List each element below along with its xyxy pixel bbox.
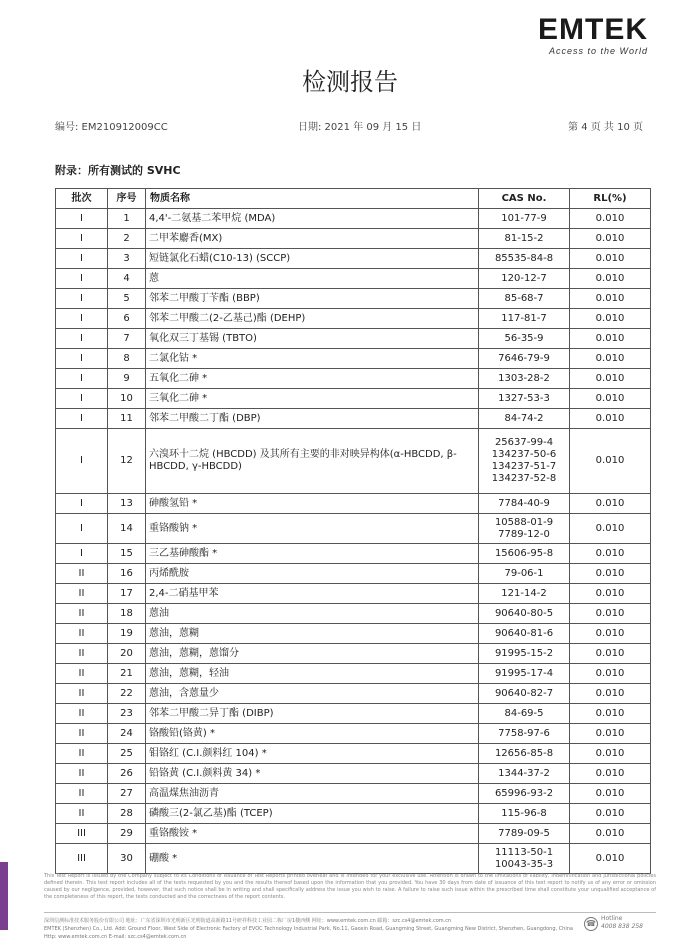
table-row bbox=[56, 664, 651, 684]
cell-rl: 0.010 bbox=[570, 664, 651, 684]
table-row bbox=[56, 724, 651, 744]
cell-cas: 7646-79-9 bbox=[479, 349, 570, 369]
cell-no: 2 bbox=[108, 229, 146, 249]
report-title: 检测报告 bbox=[302, 68, 398, 96]
cell-no: 5 bbox=[108, 289, 146, 309]
cell-rl: 0.010 bbox=[570, 329, 651, 349]
header-substance-name: 物质名称 bbox=[146, 189, 479, 209]
cell-substance-name: 铬酸铅(铬黄) * bbox=[146, 724, 479, 744]
table-row bbox=[56, 624, 651, 644]
cas-number: 134237-50-6 bbox=[491, 449, 557, 460]
cell-batch: I bbox=[56, 349, 108, 369]
cell-batch: II bbox=[56, 664, 108, 684]
cell-batch: II bbox=[56, 704, 108, 724]
cell-substance-name: 邻苯二甲酸二异丁酯 (DIBP) bbox=[146, 704, 479, 724]
cell-batch: I bbox=[56, 309, 108, 329]
cell-substance-name: 硼酸 * bbox=[146, 844, 479, 874]
cas-number: 10043-35-3 bbox=[494, 858, 554, 870]
cell-substance-name: 三氧化二砷 * bbox=[146, 389, 479, 409]
hotline bbox=[584, 915, 664, 935]
cell-batch: II bbox=[56, 624, 108, 644]
cell-substance-name: 砷酸氢铅 * bbox=[146, 494, 479, 514]
cell-cas: 90640-80-5 bbox=[479, 604, 570, 624]
cell-batch: I bbox=[56, 389, 108, 409]
cell-substance-name: 钼铬红 (C.I.颜料红 104) * bbox=[146, 744, 479, 764]
cell-cas: 1327-53-3 bbox=[479, 389, 570, 409]
cell-cas: 1344-37-2 bbox=[479, 764, 570, 784]
table-row bbox=[56, 269, 651, 289]
cell-substance-name: 邻苯二甲酸二丁酯 (DBP) bbox=[146, 409, 479, 429]
cell-rl: 0.010 bbox=[570, 369, 651, 389]
table-row bbox=[56, 429, 651, 494]
cell-cas: 7758-97-6 bbox=[479, 724, 570, 744]
table-row bbox=[56, 584, 651, 604]
cell-rl: 0.010 bbox=[570, 724, 651, 744]
cas-number: 25637-99-4 bbox=[494, 437, 554, 448]
cell-no: 12 bbox=[108, 429, 146, 494]
cell-cas: 1303-28-2 bbox=[479, 369, 570, 389]
cell-cas: 120-12-7 bbox=[479, 269, 570, 289]
header-rl: RL(%) bbox=[570, 189, 651, 209]
cell-substance-name: 蒽油，含蒽量少 bbox=[146, 684, 479, 704]
cell-no: 14 bbox=[108, 514, 146, 544]
cell-batch: III bbox=[56, 844, 108, 874]
cell-cas bbox=[479, 844, 570, 874]
table-row bbox=[56, 494, 651, 514]
cell-no: 3 bbox=[108, 249, 146, 269]
cell-substance-name: 氧化双三丁基锡 (TBTO) bbox=[146, 329, 479, 349]
table-row bbox=[56, 604, 651, 624]
cell-no: 30 bbox=[108, 844, 146, 874]
cell-cas: 84-69-5 bbox=[479, 704, 570, 724]
table-row bbox=[56, 704, 651, 724]
hotline-number: 4008 838 258 bbox=[601, 923, 643, 930]
cell-substance-name: 磷酸三(2-氯乙基)酯 (TCEP) bbox=[146, 804, 479, 824]
cell-no: 19 bbox=[108, 624, 146, 644]
cell-rl: 0.010 bbox=[570, 824, 651, 844]
cell-no: 11 bbox=[108, 409, 146, 429]
cell-substance-name: 重铬酸铵 * bbox=[146, 824, 479, 844]
cell-rl: 0.010 bbox=[570, 409, 651, 429]
table-row bbox=[56, 349, 651, 369]
cell-rl: 0.010 bbox=[570, 764, 651, 784]
cell-cas: 117-81-7 bbox=[479, 309, 570, 329]
cell-rl: 0.010 bbox=[570, 844, 651, 874]
cell-batch: I bbox=[56, 544, 108, 564]
cell-substance-name: 重铬酸钠 * bbox=[146, 514, 479, 544]
cell-no: 10 bbox=[108, 389, 146, 409]
cell-substance-name: 高温煤焦油沥青 bbox=[146, 784, 479, 804]
cell-rl: 0.010 bbox=[570, 229, 651, 249]
cell-cas bbox=[479, 514, 570, 544]
logo-text: EMTEK bbox=[538, 13, 648, 46]
table-row bbox=[56, 309, 651, 329]
cell-no: 13 bbox=[108, 494, 146, 514]
table-row bbox=[56, 844, 651, 874]
cell-batch: I bbox=[56, 494, 108, 514]
table-row bbox=[56, 369, 651, 389]
cell-rl: 0.010 bbox=[570, 289, 651, 309]
cell-substance-name: 邻苯二甲酸丁苄酯 (BBP) bbox=[146, 289, 479, 309]
table-row bbox=[56, 784, 651, 804]
cell-rl: 0.010 bbox=[570, 544, 651, 564]
cell-no: 18 bbox=[108, 604, 146, 624]
cell-no: 8 bbox=[108, 349, 146, 369]
cell-substance-name: 短链氯化石蜡(C10-13) (SCCP) bbox=[146, 249, 479, 269]
cell-cas: 15606-95-8 bbox=[479, 544, 570, 564]
cell-no: 28 bbox=[108, 804, 146, 824]
table-row bbox=[56, 684, 651, 704]
cell-cas: 7784-40-9 bbox=[479, 494, 570, 514]
cell-no: 9 bbox=[108, 369, 146, 389]
cell-substance-name: 蒽油，蒽糊，蒽馏分 bbox=[146, 644, 479, 664]
cell-cas: 90640-81-6 bbox=[479, 624, 570, 644]
table-row bbox=[56, 389, 651, 409]
cell-no: 24 bbox=[108, 724, 146, 744]
table-row bbox=[56, 209, 651, 229]
table-row bbox=[56, 544, 651, 564]
cell-batch: II bbox=[56, 764, 108, 784]
cell-rl: 0.010 bbox=[570, 604, 651, 624]
cell-batch: I bbox=[56, 249, 108, 269]
cell-substance-name: 蒽油，蒽糊 bbox=[146, 624, 479, 644]
cell-cas: 121-14-2 bbox=[479, 584, 570, 604]
cell-rl: 0.010 bbox=[570, 744, 651, 764]
cell-cas: 56-35-9 bbox=[479, 329, 570, 349]
cell-substance-name: 铅铬黄 (C.I.颜料黄 34) * bbox=[146, 764, 479, 784]
cell-substance-name: 二氯化钴 * bbox=[146, 349, 479, 369]
cell-batch: I bbox=[56, 209, 108, 229]
cell-no: 27 bbox=[108, 784, 146, 804]
cell-substance-name: 丙烯酰胺 bbox=[146, 564, 479, 584]
cell-batch: III bbox=[56, 824, 108, 844]
cas-number: 10588-01-9 bbox=[494, 516, 554, 528]
cas-number: 134237-51-7 bbox=[491, 461, 557, 472]
table-row bbox=[56, 409, 651, 429]
cell-no: 15 bbox=[108, 544, 146, 564]
cell-no: 22 bbox=[108, 684, 146, 704]
company-logo bbox=[538, 14, 648, 56]
header-cas: CAS No. bbox=[479, 189, 570, 209]
cell-rl: 0.010 bbox=[570, 644, 651, 664]
cell-cas: 84-74-2 bbox=[479, 409, 570, 429]
cell-cas bbox=[479, 429, 570, 494]
table-row bbox=[56, 289, 651, 309]
table-row bbox=[56, 514, 651, 544]
cell-rl: 0.010 bbox=[570, 429, 651, 494]
cell-substance-name: 六溴环十二烷 (HBCDD) 及其所有主要的非对映异构体(α-HBCDD, β-HBCDD, γ-HBCDD) bbox=[146, 429, 479, 494]
cell-batch: I bbox=[56, 429, 108, 494]
report-number: 编号: EM210912009CC bbox=[55, 122, 168, 133]
cell-batch: I bbox=[56, 514, 108, 544]
cell-batch: I bbox=[56, 329, 108, 349]
cell-rl: 0.010 bbox=[570, 349, 651, 369]
cas-number: 134237-52-8 bbox=[491, 473, 557, 484]
cell-batch: I bbox=[56, 269, 108, 289]
cell-batch: I bbox=[56, 369, 108, 389]
hotline-label: Hotline bbox=[601, 915, 623, 922]
cell-cas: 91995-15-2 bbox=[479, 644, 570, 664]
cell-cas: 85-68-7 bbox=[479, 289, 570, 309]
cell-no: 6 bbox=[108, 309, 146, 329]
cell-rl: 0.010 bbox=[570, 514, 651, 544]
cell-substance-name: 2,4-二硝基甲苯 bbox=[146, 584, 479, 604]
cell-batch: II bbox=[56, 584, 108, 604]
cell-batch: II bbox=[56, 564, 108, 584]
cell-rl: 0.010 bbox=[570, 249, 651, 269]
cell-cas: 7789-09-5 bbox=[479, 824, 570, 844]
cell-cas: 91995-17-4 bbox=[479, 664, 570, 684]
cell-substance-name: 蒽油 bbox=[146, 604, 479, 624]
cell-rl: 0.010 bbox=[570, 804, 651, 824]
cell-rl: 0.010 bbox=[570, 269, 651, 289]
cell-rl: 0.010 bbox=[570, 309, 651, 329]
report-date: 日期: 2021 年 09 月 15 日 bbox=[298, 122, 422, 133]
cell-no: 26 bbox=[108, 764, 146, 784]
cell-no: 21 bbox=[108, 664, 146, 684]
cell-rl: 0.010 bbox=[570, 784, 651, 804]
logo-tagline: Access to the World bbox=[548, 46, 648, 56]
cell-substance-name: 五氧化二砷 * bbox=[146, 369, 479, 389]
cell-rl: 0.010 bbox=[570, 704, 651, 724]
cell-substance-name: 4,4'-二氨基二苯甲烷 (MDA) bbox=[146, 209, 479, 229]
table-row bbox=[56, 744, 651, 764]
table-row bbox=[56, 824, 651, 844]
table-row bbox=[56, 644, 651, 664]
cell-substance-name: 二甲苯麝香(MX) bbox=[146, 229, 479, 249]
cell-cas: 65996-93-2 bbox=[479, 784, 570, 804]
cell-batch: I bbox=[56, 229, 108, 249]
cell-rl: 0.010 bbox=[570, 584, 651, 604]
cell-no: 17 bbox=[108, 584, 146, 604]
table-row bbox=[56, 249, 651, 269]
cell-rl: 0.010 bbox=[570, 624, 651, 644]
svhc-table bbox=[55, 188, 651, 874]
cell-no: 7 bbox=[108, 329, 146, 349]
cell-cas: 101-77-9 bbox=[479, 209, 570, 229]
cell-rl: 0.010 bbox=[570, 389, 651, 409]
header-no: 序号 bbox=[108, 189, 146, 209]
header-batch: 批次 bbox=[56, 189, 108, 209]
table-row bbox=[56, 804, 651, 824]
side-accent-bar bbox=[0, 862, 8, 930]
cell-substance-name: 三乙基砷酸酯 * bbox=[146, 544, 479, 564]
cell-rl: 0.010 bbox=[570, 564, 651, 584]
cell-substance-name: 蒽 bbox=[146, 269, 479, 289]
cas-number: 7789-12-0 bbox=[498, 528, 550, 540]
cell-batch: I bbox=[56, 289, 108, 309]
cell-batch: I bbox=[56, 409, 108, 429]
cell-no: 4 bbox=[108, 269, 146, 289]
contact-cn: 深圳信测标准技术服务股份有限公司 地址：广东省深圳市光明新区光明街道高新路11号研祥科技工业园二栋厂房1楼西侧 网址：www.emtek.com.cn 邮箱：szc.cs4@emtek.com.cn bbox=[44, 918, 452, 924]
cell-rl: 0.010 bbox=[570, 684, 651, 704]
phone-icon: ☎ bbox=[584, 917, 598, 931]
cell-batch: II bbox=[56, 604, 108, 624]
cell-cas: 115-96-8 bbox=[479, 804, 570, 824]
cell-rl: 0.010 bbox=[570, 209, 651, 229]
cell-cas: 85535-84-8 bbox=[479, 249, 570, 269]
cell-batch: II bbox=[56, 784, 108, 804]
cell-no: 1 bbox=[108, 209, 146, 229]
cell-no: 29 bbox=[108, 824, 146, 844]
table-body bbox=[56, 209, 651, 874]
cell-batch: II bbox=[56, 724, 108, 744]
cell-batch: II bbox=[56, 804, 108, 824]
cell-cas: 90640-82-7 bbox=[479, 684, 570, 704]
cell-cas: 81-15-2 bbox=[479, 229, 570, 249]
cell-batch: II bbox=[56, 644, 108, 664]
cell-no: 25 bbox=[108, 744, 146, 764]
cell-substance-name: 蒽油，蒽糊，轻油 bbox=[146, 664, 479, 684]
cell-batch: II bbox=[56, 684, 108, 704]
cell-substance-name: 邻苯二甲酸二(2-乙基己)酯 (DEHP) bbox=[146, 309, 479, 329]
table-row bbox=[56, 329, 651, 349]
cell-batch: II bbox=[56, 744, 108, 764]
appendix-title: 附录：所有测试的 SVHC bbox=[55, 164, 181, 177]
table-row bbox=[56, 764, 651, 784]
cell-cas: 79-06-1 bbox=[479, 564, 570, 584]
cell-no: 23 bbox=[108, 704, 146, 724]
cell-cas: 12656-85-8 bbox=[479, 744, 570, 764]
footer-disclaimer: This Test Report is issued by the Company subject to its Conditions of Issuance of Test Reports printed overleaf and is intended for your exclusive use. Attention is drawn to the limitations of liability, indemnification and jurisdictional policies defined therein. This test report includes all of the tests requested by you and the results thereof based upon the information that you provided. You have 30 days from date of issuance of this test report to notify us of any error or omission caused by our negligence, provided, however, that such notice shall be in writing and shall specifically address the issue you wish to raise. A failure to raise such issue within the prescribed time shall constitute your unqualified acceptance of the completeness of this report, the tests conducted and the correctness of the report contents. bbox=[44, 873, 656, 900]
table-header-row bbox=[56, 189, 651, 209]
cas-number: 11113-50-1 bbox=[494, 846, 554, 858]
cell-rl: 0.010 bbox=[570, 494, 651, 514]
footer-divider bbox=[44, 912, 656, 913]
contact-en: EMTEK (Shenzhen) Co., Ltd. Add: Ground Floor, West Side of Electronic Factory of EVOC Technology Industrial Park, No.11, Gaoxin Road, Guangming Street, Guangming New District, Shenzhen, Guangdong, China Http: www.emtek.com.cn E-mail: szc.cs4@emtek.com.cn bbox=[44, 926, 573, 940]
page-indicator: 第 4 页 共 10 页 bbox=[568, 122, 643, 133]
table-row bbox=[56, 564, 651, 584]
table-row bbox=[56, 229, 651, 249]
footer-contact bbox=[44, 917, 584, 941]
cell-no: 16 bbox=[108, 564, 146, 584]
cell-no: 20 bbox=[108, 644, 146, 664]
